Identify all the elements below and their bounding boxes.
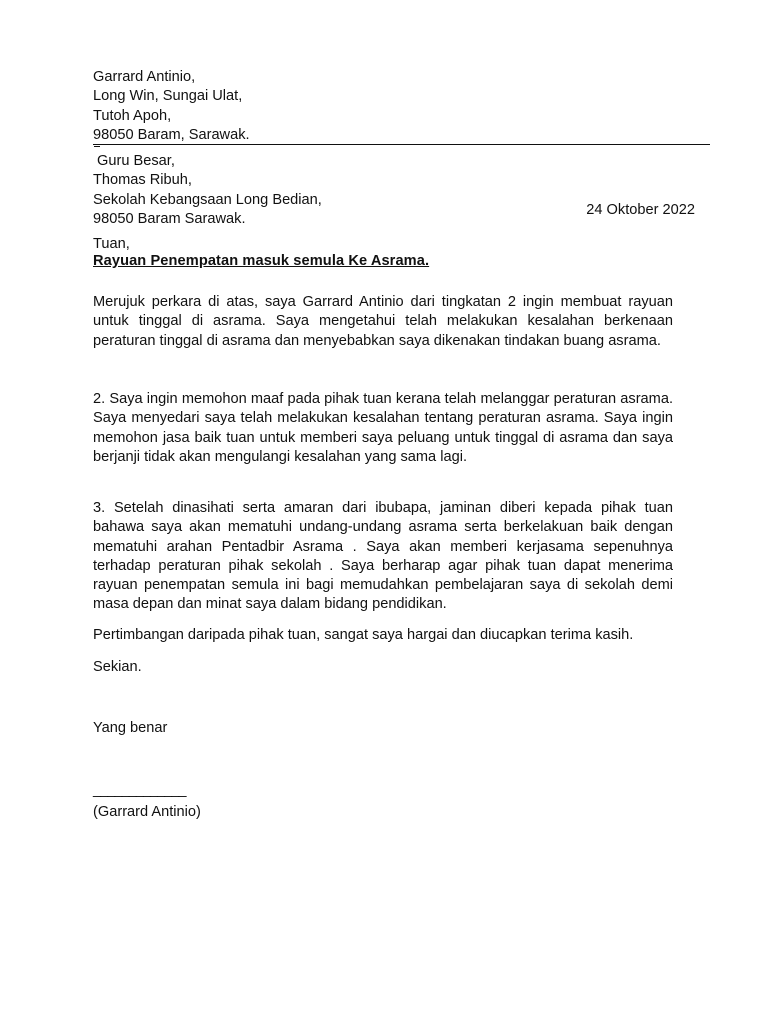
recipient-line: Thomas Ribuh,	[93, 172, 192, 189]
address-divider	[93, 144, 710, 145]
subject-line: Rayuan Penempatan masuk semula Ke Asrama.	[93, 253, 430, 269]
sender-address	[93, 68, 250, 145]
signature-line: _____________	[93, 782, 186, 798]
sender-line: Long Win, Sungai Ulat,	[93, 88, 243, 105]
salutation: Tuan,	[93, 236, 130, 252]
sender-line: Tutoh Apoh,	[93, 107, 172, 124]
signature-name: (Garrard Antinio)	[93, 804, 201, 820]
letter-date: 24 Oktober 2022	[586, 202, 695, 218]
sender-line: 98050 Baram, Sarawak.	[93, 126, 250, 143]
recipient-line: Guru Besar,	[97, 153, 175, 169]
recipient-line: 98050 Baram Sarawak.	[93, 210, 246, 227]
recipient-line: Sekolah Kebangsaan Long Bedian,	[93, 191, 322, 208]
sign-off: Sekian.	[93, 659, 142, 675]
closing: Yang benar	[93, 720, 168, 736]
body-paragraph: 2. Saya ingin memohon maaf pada pihak tuan kerana telah melanggar peraturan asrama. Saya menyedari saya telah melakukan kesalahan tentang peraturan asrama. Saya ingin memohon jasa baik tuan untuk memberi saya peluang untuk tinggal di asrama dan saya berjanji tidak akan mengulangi kesalahan yang sama lagi.	[93, 391, 673, 465]
body-paragraph: Merujuk perkara di atas, saya Garrard Antinio dari tingkatan 2 ingin membuat rayuan untuk tinggal di asrama. Saya mengetahui telah melakukan kesalahan berkenaan peraturan tinggal di asrama dan menyebabkan saya dikenakan tindakan buang asrama.	[93, 294, 673, 349]
recipient-address	[93, 152, 322, 229]
divider-mark	[94, 146, 100, 147]
body-paragraph: 3. Setelah dinasihati serta amaran dari ibubapa, jaminan diberi kepada pihak tuan bahawa saya akan mematuhi undang-undang asrama serta berkelakuan baik dengan mematuhi arahan Pentadbir Asrama . Saya akan memberi kerjasama sepenuhnya terhadap peraturan pihak sekolah . Saya berharap agar pihak tuan dapat menerima rayuan penempatan semula ini bagi memudahkan pembelajaran saya di sekolah demi masa depan dan minat saya dalam bidang pendidikan.	[93, 500, 673, 613]
sender-line: Garrard Antinio,	[93, 69, 196, 85]
body-paragraph: Pertimbangan daripada pihak tuan, sangat saya hargai dan diucapkan terima kasih.	[93, 627, 634, 643]
